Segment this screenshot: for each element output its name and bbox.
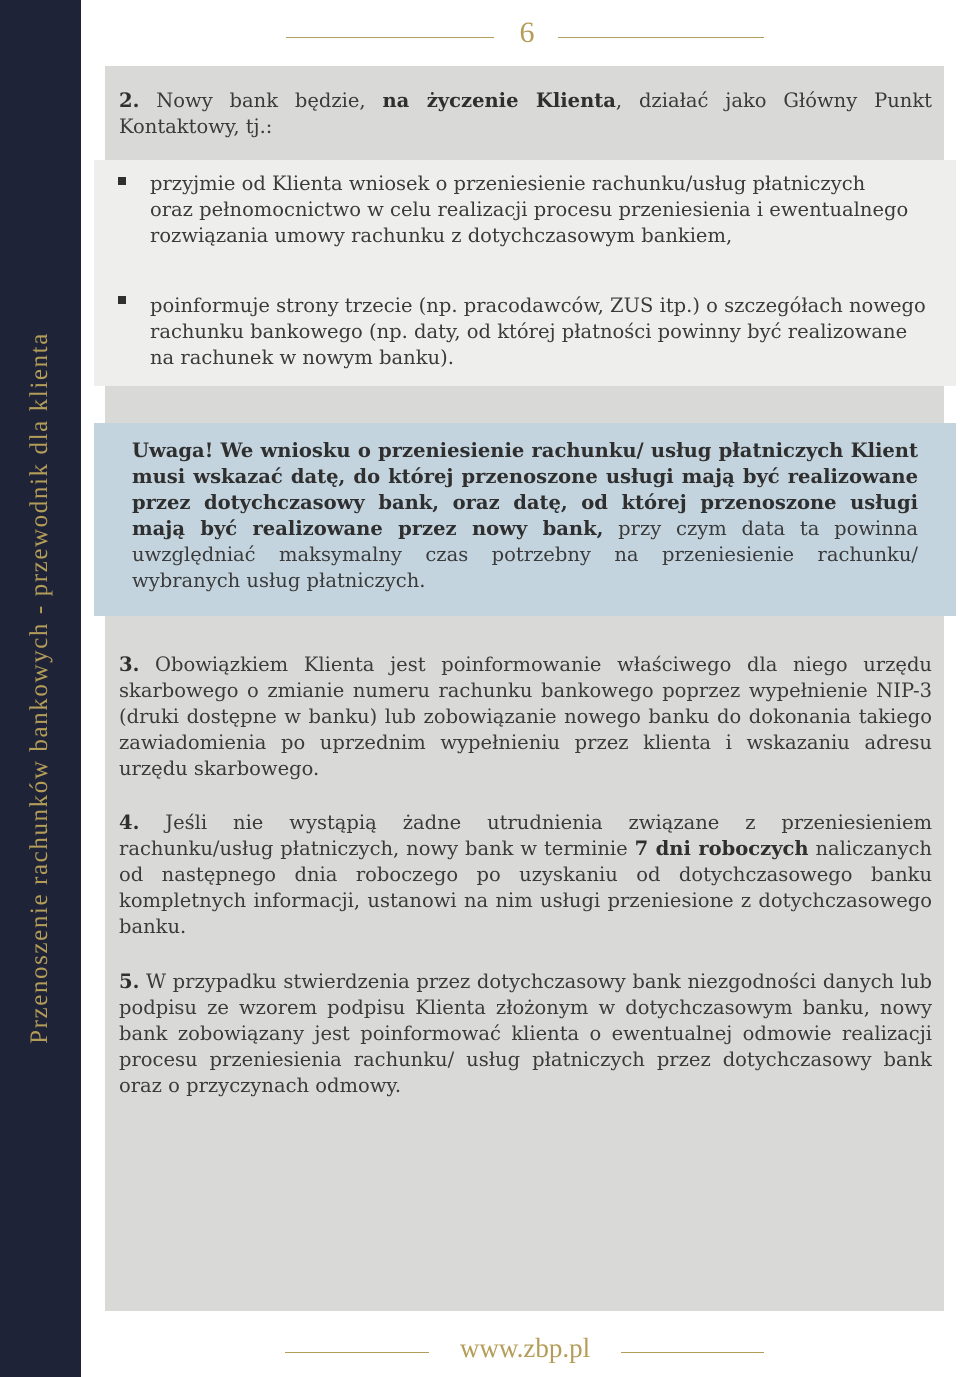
section-4-text-after: naliczanych od następnego dnia roboczego po uzyskaniu od dotychczasowego banku kompletnych informacji, ustanowi na nim usługi przeniesione z dotychczasowego banku. [119, 837, 932, 938]
footer-url[interactable]: www.zbp.pl [459, 1333, 591, 1363]
footer-rule-left [285, 1352, 429, 1353]
section-4-number: 4. [119, 811, 140, 834]
section-5-paragraph [119, 969, 932, 1099]
section-2-paragraph [119, 88, 932, 140]
document-side-title: Przenoszenie rachunków bankowych - przewodnik dla klienta [26, 332, 53, 1044]
page-number: 6 [519, 16, 535, 49]
section-2-text-after: , działać jako Główny Punkt Kontaktowy, tj.: [119, 89, 932, 138]
bullet-icon [118, 296, 126, 304]
side-band [0, 0, 81, 1377]
section-5-text: W przypadku stwierdzenia przez dotychczasowy bank niezgodności danych lub podpisu ze wzorem podpisu Klienta złożonym w dotychczasowym banku, nowy bank zobowiązany jest poinformować klienta o ewentualnej odmowie realizacji procesu przeniesienia rachunku/ usług płatniczych przez dotychczasowy bank oraz o przyczynach odmowy. [119, 970, 932, 1097]
footer-rule-right [621, 1352, 764, 1353]
section-5-number: 5. [119, 970, 140, 993]
section-3-paragraph [119, 652, 932, 782]
header-rule-right [558, 37, 764, 38]
note-bold: Uwaga! We wniosku o przeniesienie rachunku/ usług płatniczych Klient musi wskazać datę, do której przenoszone usługi mają być realizowane przez dotychczasowy bank, oraz datę, od której przenoszone usługi mają być realizowane przez nowy bank, [132, 439, 918, 540]
section-3-text: Obowiązkiem Klienta jest poinformowanie właściwego dla niego urzędu skarbowego o zmianie numeru rachunku bankowego poprzez wypełnienie NIP-3 (druki dostępne w banku) lub zobowiązanie nowego banku do dokonania takiego zawiadomienia po uprzednim wypełnieniu przez klienta i wskazaniu adresu urzędu skarbowego. [119, 653, 932, 780]
header-rule-left [286, 37, 494, 38]
section-4-paragraph [119, 810, 932, 940]
bullet-item: przyjmie od Klienta wniosek o przeniesienie rachunku/usług płatniczych oraz pełnomocnictwo w celu realizacji procesu przeniesienia i ewentualnego rozwiązania umowy rachunku z dotychczasowym bankiem, [150, 172, 909, 247]
note-text: przy czym data ta powinna uwzględniać maksymalny czas potrzebny na przeniesienie rachunku/ wybranych usług płatniczych. [132, 517, 918, 592]
section-4-text-before: Jeśli nie wystąpią żadne utrudnienia związane z przeniesieniem rachunku/usług płatniczych, nowy bank w terminie [119, 811, 932, 860]
section-2-text-before: Nowy bank będzie, [156, 89, 366, 112]
section-2-bold: na życzenie Klienta [382, 89, 616, 112]
note-paragraph [132, 438, 918, 594]
section-3-number: 3. [119, 653, 140, 676]
section-4-bold: 7 dni roboczych [634, 837, 809, 860]
bullet-icon [118, 177, 126, 185]
section-2-number: 2. [119, 89, 140, 112]
bullet-item: poinformuje strony trzecie (np. pracodawców, ZUS itp.) o szczegółach nowego rachunku bankowego (np. daty, od której płatności powinny być realizowane na rachunek w nowym banku). [150, 294, 926, 369]
